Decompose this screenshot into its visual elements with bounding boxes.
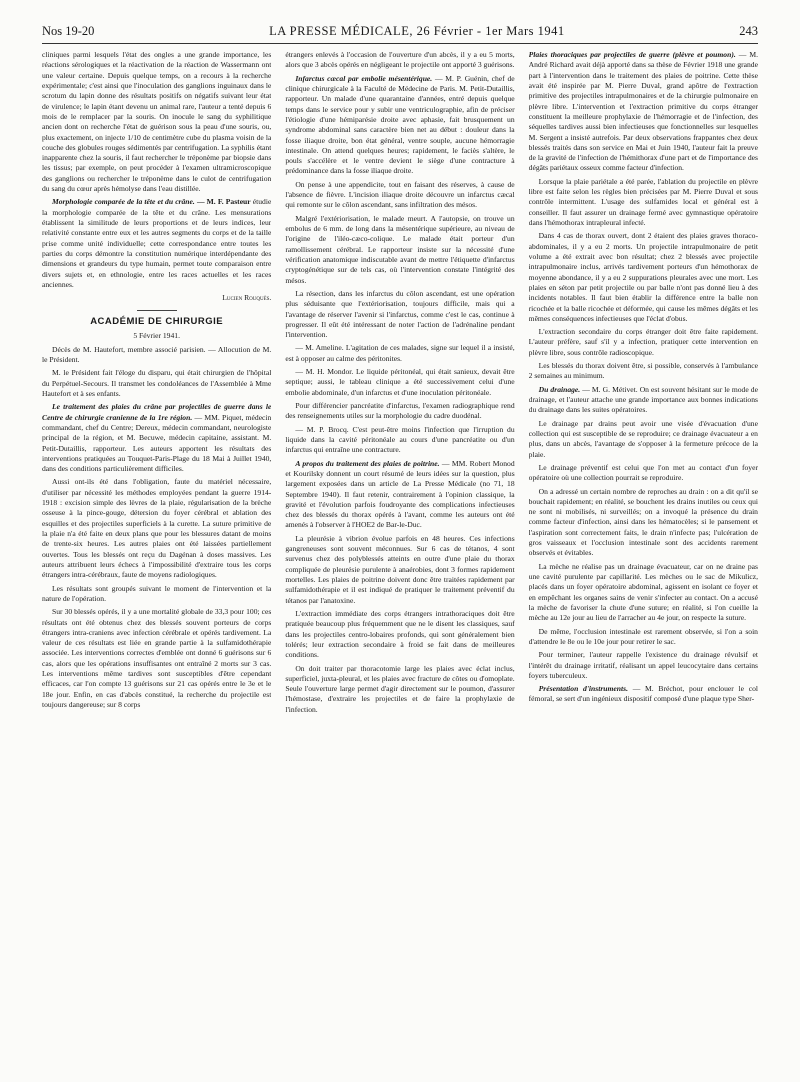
session-date: 5 Février 1941. <box>133 331 180 341</box>
paragraph-text: — MM. Robert Monod et Kourilsky donnent un court résumé de leurs idées sur la question, plus largement exposées dans un article de La Presse Médicale (no 71, 18 Septembre 1940). Il faut retenir, contrairement à l'opinion classique, la gravité et l'évolution parfois foudroyante des complications infectieuses chez des blessés du thorax opérés à l'avant, comme les auteurs ont été amenés à l'observer à l'HOE2 de Bar-le-Duc. <box>285 458 515 530</box>
paragraph: Sur 30 blessés opérés, il y a une mortalité globale de 33,3 pour 100; ces résultats ont été obtenus chez des blessés souvent porteurs de corps étrangers intra-craniens avec infection cérébrale et opérés tardivement. La valeur de ces résultats est liée en grande partie à la sulfamidothérapie associée. Les interventions correctes d'emblée ont donné 6 guérisons sur 6 cas, alors que les opérations insuffisantes ont entraîné 2 morts sur 3 cas. Les interventions même tardives sont susceptibles d'être cependant efficaces, car l'on compte 13 guérisons sur 21 cas opérés entre le 3e et le 18e jour. Enfin, en cas d'abcès constitué, la recherche du projectile est toujours dangereuse; sur 8 corps <box>42 607 272 710</box>
paragraph: — M. P. Brocq. C'est peut-être moins l'infection que l'irruption du liquide dans la cavité péritonéale au cours d'une pancréatite ou d'un infarctus qui entraîne une contracture. <box>285 424 515 455</box>
paragraph <box>529 50 758 174</box>
paragraph: Les blessés du thorax doivent être, si possible, conservés à l'ambulance 2 semaines au minimum. <box>528 361 758 381</box>
column-3 <box>529 50 758 1080</box>
paragraph-text: — MM. Piquet, médecin commandant, chef du Centre; Dereux, médecin commandant, neurologiste principal de la région, et M. Becuwe, médecin capitaine, assistant. M. Petit-Dutaillis, rapporteur. Les auteurs apportent les résultats des interventions pratiquées au Touquet-Paris-Plage du 18 Mai à Juillet 1940, dans des conditions particulièrement difficiles. <box>42 412 272 474</box>
paragraph <box>42 402 271 474</box>
paragraph: Malgré l'extériorisation, le malade meurt. A l'autopsie, on trouve un embolus de 6 mm. de long dans la mésentérique supérieure, au niveau de l'origine de l'iléo-cæco-colique. Le malade était porteur d'un ramollissement cérébral. Le rapporteur insiste sur la nécessité d'une vérification anatomique indiscutable avant de mettre l'étiquette d'infarctus cryptogénétique sur de tels cas, où l'intervention constate l'intégrité des mésos. <box>285 213 515 285</box>
section-heading: Plaies thoraciques par projectiles de guerre (plèvre et poumon). <box>528 50 736 59</box>
paragraph: Le drainage par drains peut avoir une visée d'évacuation d'une collection qui est susceptible de se reproduire; ce drainage évacuateur a en plus, dans un abcès, l'avantage de s'opposer à la fermeture précoce de la plaie. <box>528 418 758 459</box>
paragraph: On pense à une appendicite, tout en faisant des réserves, à cause de l'absence de fièvre. L'incision iliaque droite découvre un infarctus cæcal qui remonte sur le côlon ascendant, sans infiltration des mésos. <box>285 179 515 210</box>
article-columns <box>42 50 758 1080</box>
journal-title: LA PRESSE MÉDICALE, 26 Février - 1er Mars 1941 <box>269 24 565 38</box>
paragraph: La pleurésie à vibrion évolue parfois en 48 heures. Ces infections gangreneuses sont souvent méconnues. Sur 6 cas de tétanos, 4 sont survenus chez des polyblessés atteints en outre d'une plaie du thorax compliquée de pleurésie purulente à anaérobies, dont 3 formes rapidement mortelles. Les plaies de poitrine doivent donc être traitées rapidement par sulfamidothérapie et il est indiqué de pratiquer le traitement préventif du tétanos par l'anatoxine. <box>285 533 515 605</box>
section-heading: Infarctus cæcal par embolie mésentérique. <box>295 73 433 83</box>
paragraph: L'extraction immédiate des corps étrangers intrathoraciques doit être pratiquée beaucoup plus fréquemment que ne le disent les classiques, sauf dans les projectiles centro-lobaires profonds, qui sont généralement bien tolérés; leur extraction secondaire à froid se fait dans de meilleures conditions. <box>285 608 515 660</box>
paragraph: L'extraction secondaire du corps étranger doit être faite rapidement. L'auteur préfère, sauf s'il y a infection, pratiquer cette intervention en plèvre libre, sous contrôle radioscopique. <box>528 327 758 357</box>
paragraph: Le drainage préventif est celui que l'on met au contact d'un foyer opératoire où une collection pourrait se reproduire. <box>528 462 758 483</box>
paragraph: — M. H. Mondor. Le liquide péritonéal, qui était sanieux, devait être septique; aussi, le tableau clinique a été successivement celui d'une embolie abdominale, d'un infarctus et d'une inoculation péritonéale. <box>285 367 515 397</box>
paragraph: On doit traiter par thoracotomie large les plaies avec éclat inclus, superficiel, juxta-pleural, et les plaies avec fracture de côtes ou d'omoplate. Seule l'ouverture large permet d'agir directement sur le poumon, d'assurer l'hémostase, d'extraire les projectiles et de faire la prophylaxie de l'infection. <box>285 663 515 714</box>
paragraph: Aussi ont-ils été dans l'obligation, faute du matériel nécessaire, d'utiliser par nécessité les méthodes employées pendant la guerre 1914-1918 : excision simple des lèvres de la plaie, régularisation de la brèche osseuse à la pince-gouge, détersion du foyer cérébral et ablation des esquilles et des projectiles superficiels à la curette. La suture primitive de la plaie n'a été faite en deux plans que pour les blessures datant de moins de trente-six heures. Les autres plaies ont été laissées partiellement ouvertes. Tous les blessés ont reçu du Dagénan à doses massives. Les auteurs attribuent leurs échecs à l'impossibilité d'extraire tous les corps étrangers intra-cérébraux, faute de moyens radiologiques. <box>42 477 272 580</box>
paragraph <box>529 684 758 705</box>
page-header <box>42 24 758 44</box>
paragraph <box>42 197 271 290</box>
paragraph-text: — M. P. Guénin, chef de clinique chirurgicale à la Faculté de Médecine de Paris. M. Petit-Dutaillis, rapporteur. Un malade d'une quarantaine d'années, entré depuis quelque temps dans le service pour y subir une ventriculographie, afin de préciser l'étiologie d'une hémiparésie droite avec aphasie, fait brusquement un syndrome abdominal sans caractère bien net au début : douleur dans la fosse iliaque droite, bon état général, ventre souple, aucune hémorragie intestinale. On attend quelques heures; rapidement, le faciès s'altère, le pouls s'accélère et le ventre devient le siège d'une contracture à prédominance dans la fosse iliaque droite. <box>285 73 515 176</box>
paragraph-text: — M. G. Métivet. On est souvent hésitant sur le mode de drainage, et l'auteur attache une grande importance aux bonnes indications du drainage dans les suites opératoires. <box>528 384 758 415</box>
society-heading: ACADÉMIE DE CHIRURGIE <box>90 315 224 327</box>
paragraph: La mèche ne réalise pas un drainage évacuateur, car on ne draine pas une cavité purulente par capillarité. Les mèches ou le sac de Mikulicz, placés dans un foyer opératoire abdominal, agissent en isolant ce foyer et en empêchant les organes sains de venir s'infecter au contact. On a accusé la mèche de favoriser la chute d'une suture; en réalité, si l'on cueille la mèche au 12e jour au lieu de l'arracher au 4e jour, on respecte la suture. <box>528 561 758 623</box>
paragraph: M. le Président fait l'éloge du disparu, qui était chirurgien de l'hôpital du Perpétuel-Secours. Il transmet les condoléances de l'Assemblée à Mme Hautefort et à ses enfants. <box>42 368 272 398</box>
paragraph <box>529 385 758 416</box>
paragraph: Pour différencier pancréatite d'infarctus, l'examen radiographique rend des renseignements utiles sur la morphologie du cadre duodénal. <box>285 401 515 421</box>
issue-number: Nos 19-20 <box>42 24 95 38</box>
paragraph: De même, l'occlusion intestinale est rarement observée, si l'on a soin d'attendre le 8e ou le 10e jour pour retirer le sac. <box>528 626 758 646</box>
paragraph-text: — M. André Richard avait déjà apporté dans sa thèse de Février 1918 une grande part à l'intervention dans le traitement des plaies de poitrine. Cette thèse avait été inspirée par M. Pierre Duval, grand apôtre de l'extraction primitive des projectiles intrapulmonaires et de la chirurgie pulmonaire en plèvre libre. L'intervention et l'extraction primitive du corps étranger constituent la meilleure prophylaxie de l'hémorragie et de l'infection, des séquelles tardives aussi bien infectieuses que fonctionnelles sur lesquelles M. Sergent a insisté autrefois. Par deux observations frappantes chez deux blessés traités dans son service en Mai et Juin 1940, l'auteur fait la preuve de la gravité de l'infection de l'hémithorax d'une part et de l'importance des dégâts pariétaux osseux comme facteur d'infection. <box>528 50 758 173</box>
column-2 <box>285 50 514 1080</box>
paragraph: cliniques parmi lesquels l'état des ongles a une grande importance, les réactions sérologiques et la réactivation de la réaction de Wassermann ont une valeur certaine. Depuis quelque temps, on a recours à la recherche expérimentale; c'est ainsi que l'inoculation des ganglions inguinaux dans le scrotum du lapin donne des résultats positifs on négatifs suivant leur état de virulence; le lapin étant devenu un animal rare, l'auteur a tenté depuis 6 mois de le remplacer par la souris. On inocule le sang du syphilitique ancien dont on recherche l'état de guérison sous la peau d'une souris, ou, plus exactement, on injecte 1/10 de centimètre cube du plasma voisin de la couche des globules rouges sédimentés par centrifugation. La syphilis étant inapparente chez la souris, il faut rechercher le tréponème par biopsie dans les tissus; par exemple, on peut procéder à l'examen ultramicroscopique des ganglions ou rechercher le tréponème dans le culot de centrifugation du sang du cœur après hémolyse dans l'eau distillée. <box>42 50 272 194</box>
paragraph: On a adressé un certain nombre de reproches au drain : on a dit qu'il se bouchait rapidement; en réalité, se bouchent les drains inutiles ou ceux qui ne sont ni mobilisés, ni surveillés; on a invoqué la présence du drain comme facteur d'infection, ainsi dans les hématocèles; si le pansement et l'aspiration sont correctement faits, le drain n'infecte pas; l'ulcération de gros vaisseaux et l'occlusion intestinale sont des accidents rarement observés et évitables. <box>528 486 758 558</box>
section-heading: Le traitement des plaies du crâne par projectiles de guerre dans le Centre de chirurgie cranienne de la 1re région. <box>42 402 272 422</box>
paragraph: Pour terminer, l'auteur rappelle l'existence du drainage révulsif et l'intérêt du drainage irritatif, réalisant un appel leucocytaire dans certains foyers tuberculeux. <box>528 650 758 680</box>
paragraph: Dans 4 cas de thorax ouvert, dont 2 étaient des plaies graves thoraco-abdominales, il y a eu 2 morts. Un projectile intrapulmonaire de petit volume a été extrait avec bon résultat; chez 2 blessés avec projectile intrapulmonaire inclus, arrivés tardivement porteurs d'un hémothorax de moyenne abondance, il y a eu 2 suppurations pleurales avec une mort. Les plaies en séton par petit projectile ou par balle n'ont pas donné lieu à des incidents notables. Il faut bien établir la différence entre la balle non ricochée et la balle ricochée et déformée, qui cause les mêmes dégâts et les mêmes conséquences infectieuses que l'éclat d'obus. <box>528 231 758 323</box>
page-number: 243 <box>739 24 758 38</box>
column-1 <box>42 50 271 1080</box>
author: — M. F. Pasteur <box>196 197 251 207</box>
section-heading: A propos du traitement des plaies de poitrine. <box>295 458 440 468</box>
paragraph: La résection, dans les infarctus du côlon ascendant, est une opération plus séduisante que l'extériorisation, toujours difficile, mais qui a l'avantage de réserver l'avenir si l'infarctus, comme c'est le cas, continue à progresser. Il eût été intéressant de noter l'action de l'adrénaline pendant l'intervention. <box>285 288 515 340</box>
paragraph-text: — M. Bréchot, pour enclouer le col fémoral, se sert d'un ingénieux dispositif composé d'une plaque type Sher- <box>528 684 758 704</box>
section-heading: Du drainage. <box>538 384 581 394</box>
paragraph: Lorsque la plaie pariétale a été parée, l'ablation du projectile en plèvre libre est faite selon les règles bien précisées par M. Pierre Duval et sous contrôle intermittent. L'usage des sulfamides local et général est à conseiller. Il faut assurer un drainage fermé avec gymnastique opératoire dans l'hémothorax intrapleural infecté. <box>528 176 758 227</box>
section-heading: Morphologie comparée de la tête et du crâne. <box>52 197 195 207</box>
signature: Lucien Rouquès. <box>222 293 272 303</box>
paragraph <box>285 74 514 177</box>
section-heading: Présentation d'instruments. <box>538 684 628 694</box>
paragraph: étrangers enlevés à l'occasion de l'ouverture d'un abcès, il y a eu 5 morts, alors que 3 abcès opérés en négligeant le projectile ont apporté 3 guérisons. <box>285 50 515 70</box>
paragraph: — M. Ameline. L'agitation de ces malades, signe sur lequel il a insisté, est à opposer au calme des péritonites. <box>285 343 515 363</box>
paragraph: Décès de M. Hautefort, membre associé parisien. — Allocution de M. le Président. <box>42 344 272 365</box>
paragraph <box>285 459 514 531</box>
divider <box>137 310 177 311</box>
paragraph-text: étudie la morphologie comparée de la tête et du crâne. Les mensurations établissent la similitude de leurs proportions et de leurs indices, leur relativité constante entre eux et les autres segments du corps et de la taille prise comme unité individuelle; cette correspondance entre toutes les parties du corps démontre la constitution numérique interdépendante des dimensions et grandeurs du type humain, permet toute comparaison entre divers sujets et, en ethnologie, entre les races actuelles et les races anciennes. <box>42 197 272 289</box>
paragraph: Les résultats sont groupés suivant le moment de l'intervention et la nature de l'opération. <box>42 583 272 603</box>
